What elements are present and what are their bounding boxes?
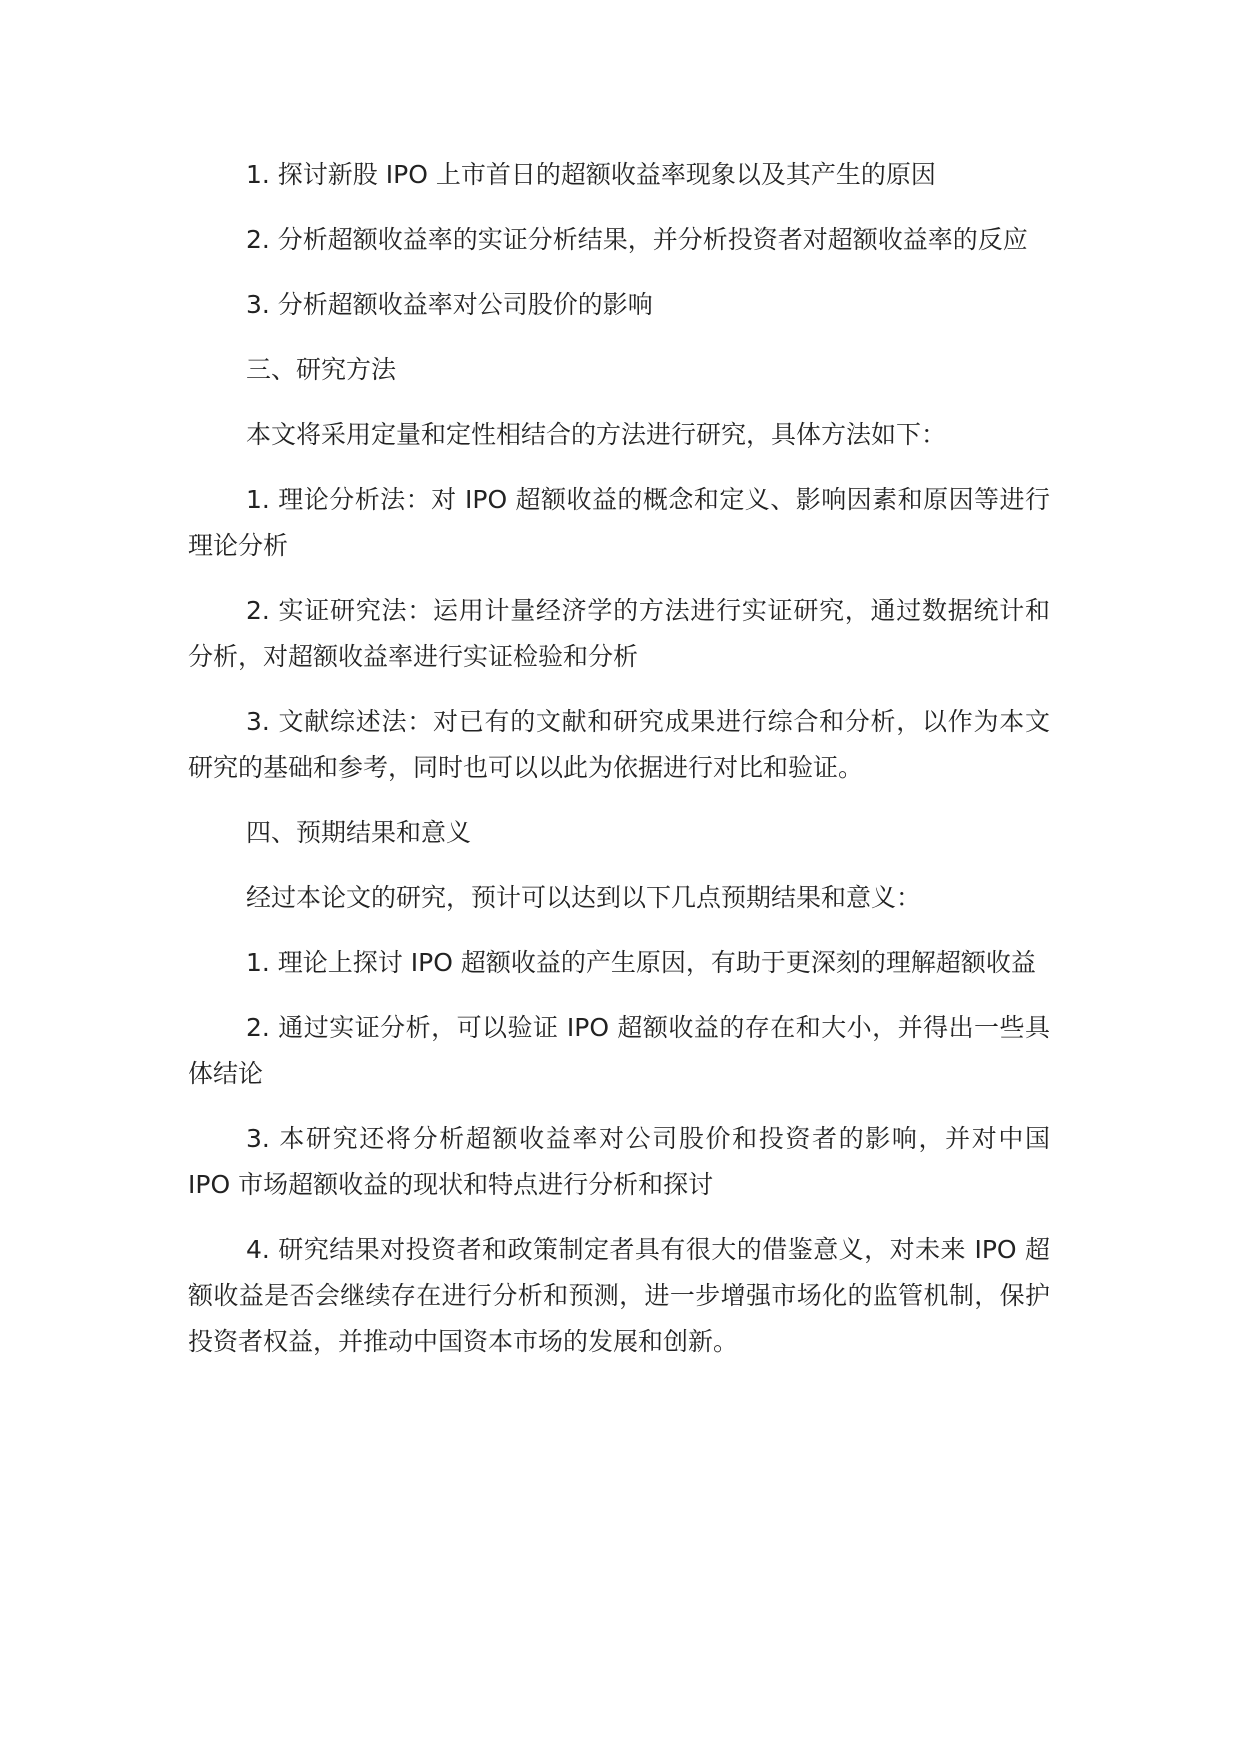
result-item-4: 4. 研究结果对投资者和政策制定者具有很大的借鉴意义，对未来 IPO 超额收益是否会继续存在进行分析和预测，进一步增强市场化的监管机制，保护投资者权益，并推动中国资本市场的发展和创新。 [188, 1235, 1050, 1356]
method-item-3: 3. 文献综述法：对已有的文献和研究成果进行综合和分析，以作为本文研究的基础和参考，同时也可以以此为依据进行对比和验证。 [188, 707, 1050, 782]
result-item-1: 1. 理论上探讨 IPO 超额收益的产生原因，有助于更深刻的理解超额收益 [246, 948, 1036, 977]
method-item-2: 2. 实证研究法：运用计量经济学的方法进行实证研究，通过数据统计和分析，对超额收益率进行实证检验和分析 [188, 596, 1050, 671]
methods-intro: 本文将采用定量和定性相结合的方法进行研究，具体方法如下： [246, 420, 947, 449]
result-item-2: 2. 通过实证分析，可以验证 IPO 超额收益的存在和大小，并得出一些具体结论 [188, 1013, 1050, 1088]
result-item-3: 3. 本研究还将分析超额收益率对公司股价和投资者的影响，并对中国 IPO 市场超额收益的现状和特点进行分析和探讨 [188, 1124, 1050, 1199]
document-body [188, 152, 1050, 1384]
objective-item-2: 2. 分析超额收益率的实证分析结果，并分析投资者对超额收益率的反应 [246, 225, 1028, 254]
method-item-1: 1. 理论分析法：对 IPO 超额收益的概念和定义、影响因素和原因等进行理论分析 [188, 485, 1050, 560]
objective-item-1: 1. 探讨新股 IPO 上市首日的超额收益率现象以及其产生的原因 [246, 160, 936, 189]
results-intro: 经过本论文的研究，预计可以达到以下几点预期结果和意义： [246, 883, 922, 912]
section-heading-results: 四、预期结果和意义 [246, 818, 472, 847]
objective-item-3: 3. 分析超额收益率对公司股价的影响 [246, 290, 653, 319]
section-heading-methods: 三、研究方法 [246, 355, 397, 384]
